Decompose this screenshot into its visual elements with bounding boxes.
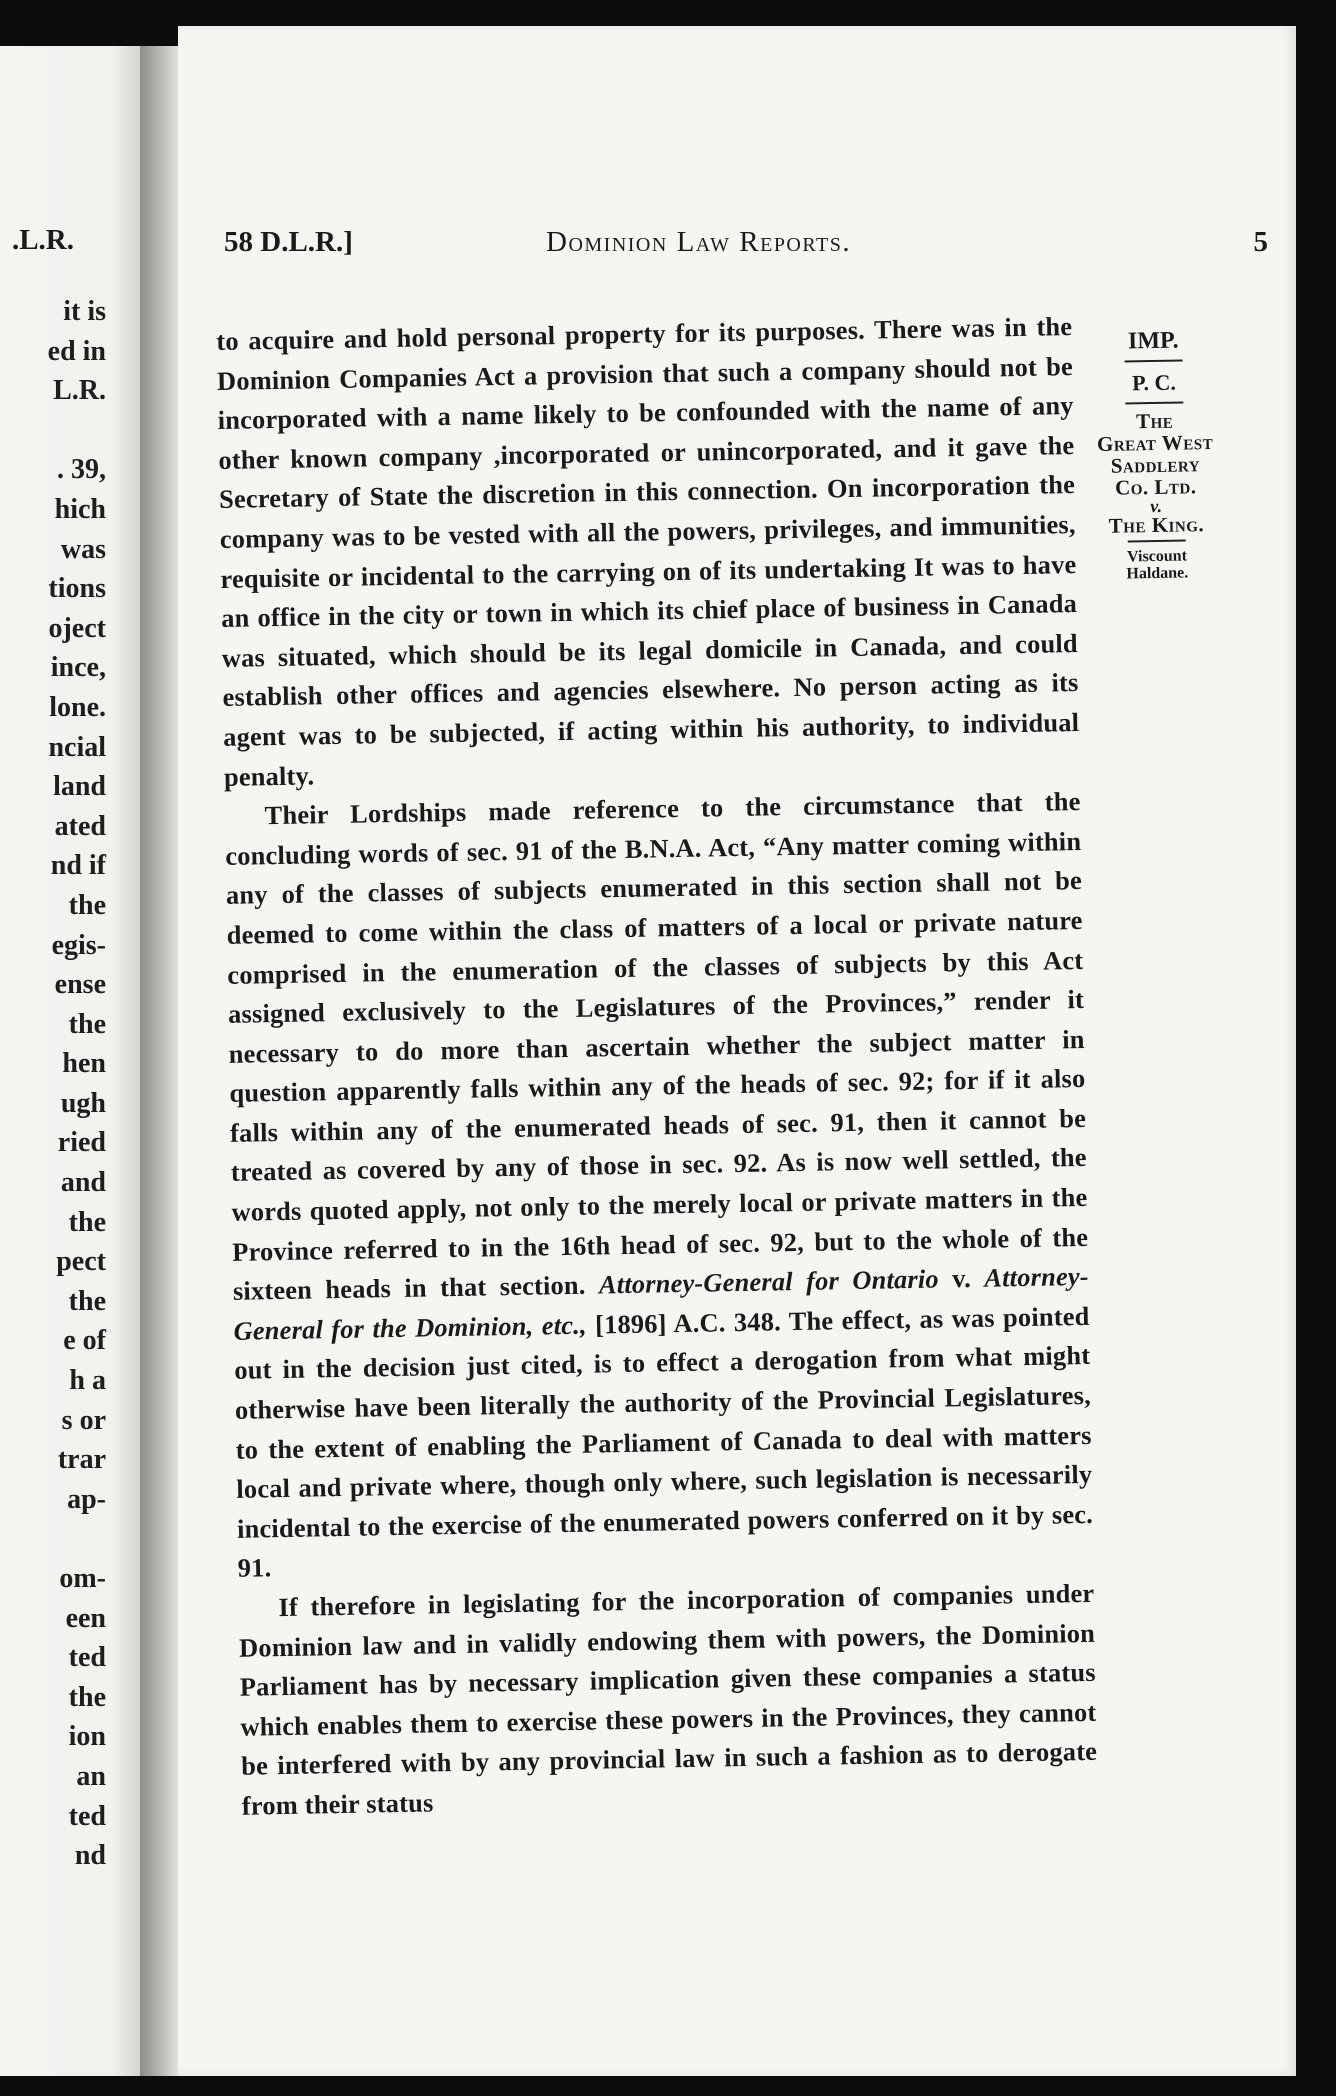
left-page-line-fragment: L.R.	[53, 375, 106, 407]
judge-line-2: Haldane.	[1126, 564, 1189, 583]
judge-line-1: Viscount	[1126, 547, 1188, 566]
page-number: 5	[1253, 226, 1268, 258]
left-page-line-fragment: ted	[68, 1800, 106, 1832]
paragraph-2-text-b: [1896] A.C. 348. The effect, as was pointed out in the decision just cited, is to effect a derogation from what might otherwise have been literally the authority of the Provincial Legislatures, to the extent of enabling the Parliament of Canada to deal with matters local and private where, though only where, such legislation is necessarily incidental to the exercise of the enumerated powers conferred on it by sec. 91.	[234, 1300, 1094, 1584]
volume-reference: 58 D.L.R.]	[224, 226, 353, 258]
left-page-line-fragment: ugh	[60, 1087, 106, 1119]
margin-sidenote	[1078, 325, 1232, 584]
left-page-line-fragment: land	[53, 771, 106, 803]
versus: v.	[1150, 495, 1163, 517]
left-page-line-fragment: hich	[54, 493, 106, 525]
body-text	[216, 307, 1098, 1826]
left-page-line-fragment: trar	[57, 1444, 106, 1476]
left-page-line-fragment: it is	[63, 296, 106, 327]
left-page-line-fragment: oject	[48, 612, 106, 644]
party-2: The King.	[1108, 512, 1205, 538]
left-page-line-fragment: egis-	[51, 929, 106, 961]
left-page-running-head: .L.R.	[11, 224, 74, 256]
left-page-line-fragment: the	[68, 1008, 106, 1040]
left-page-line-fragment: was	[60, 533, 106, 565]
publication-title: Dominion Law Reports.	[546, 226, 852, 258]
left-page-line-fragment: the	[68, 889, 106, 921]
paragraph-2-text-a: Their Lordships made reference to the circumstance that the concluding words of sec. 91 of the B.N.A. Act, “Any matter coming within any of the classes of subjects enumerated in this section shall not be deemed to come within the class of matters of a local or private nature comprised in the enumeration of the classes of subjects by this Act assigned exclusively to the Legislatures of the Provinces,” render it necessary to do more than ascertain whether the subject matter in question apparently falls within any of the heads of sec. 92; for if it also falls within any of the enumerated heads of sec. 91, then it cannot be treated as covered by any of those in sec. 92. As is now well settled, the words quoted apply, not only to the merely local or private matters in the Province referred to in the 16th head of sec. 92, but to the whole of the sixteen heads in that section.	[225, 786, 1089, 1307]
left-page-line-fragment	[48, 411, 106, 451]
left-page-line-fragment: the	[68, 1285, 106, 1317]
left-page-line-fragment: tions	[48, 573, 106, 605]
paragraph-2	[224, 782, 1094, 1589]
left-page-line-fragment: . 39,	[57, 454, 106, 486]
left-page-line-fragment: pect	[56, 1246, 106, 1278]
left-page-line-fragment: ap-	[67, 1483, 106, 1515]
left-page-line-fragment: om-	[59, 1563, 106, 1594]
left-page-line-fragment: ried	[57, 1127, 106, 1159]
left-page-line-fragment: ense	[54, 969, 106, 1001]
left-page-line-fragment: an	[76, 1760, 106, 1792]
party-1-line-1: The	[1135, 408, 1174, 434]
party-1-line-2: Great West	[1096, 429, 1214, 456]
left-page-line-fragment: h a	[69, 1365, 106, 1397]
book-page	[178, 26, 1296, 2076]
sidenote-rule	[1125, 359, 1183, 362]
party-1-line-3: Saddlery	[1110, 452, 1201, 478]
party-1-line-4: Co. Ltd.	[1114, 474, 1197, 500]
left-page-line-fragment: s or	[61, 1404, 106, 1436]
left-facing-page	[0, 46, 160, 2076]
left-page-line-fragment: ated	[54, 810, 106, 842]
paragraph-3: If therefore in legislating for the incorporation of companies under Dominion law and in validly endowing them with powers, the Dominion Parliament has by necessary implication given these companies a status which enables them to exercise these powers in the Provinces, they cannot be interfered with by any provincial law in such a fashion as to derogate from their status	[238, 1577, 1098, 1821]
case-citation-party-1: Attorney-General for Ontario	[598, 1263, 940, 1300]
left-page-line-fragment: ed in	[47, 335, 106, 367]
sidenote-rule	[1128, 539, 1186, 542]
sidenote-rule	[1125, 401, 1183, 404]
left-page-line-fragment: the	[68, 1681, 106, 1713]
left-page-line-fragment	[48, 1519, 106, 1559]
left-page-line-fragment: lone.	[49, 691, 106, 723]
running-head	[224, 226, 1268, 266]
left-page-line-fragment: the	[68, 1206, 106, 1238]
court-division: P. C.	[1131, 369, 1177, 396]
left-page-line-fragment: ted	[68, 1642, 106, 1674]
paragraph-1: to acquire and hold personal property for its purposes. There was in the Dominion Companies Act a provision that such a company should not be incorporated with a name likely to be confounded with the name of any other known company ,incorporated or unincorporated, and it gave the Secretary of State the discretion in this connection. On incorporation the company was to be vested with all the powers, privileges, and immunities, requisite or incidental to the carrying on of its undertaking It was to have an office in the city or town in which its chief place of business in Canada was situated, which should be its legal domicile in Canada, and could establish other offices and agencies elsewhere. No person acting as its agent was to be subjected, if acting within his authority, to individual penalty.	[216, 311, 1080, 792]
left-page-line-fragment: ince,	[50, 652, 106, 684]
left-page-line-fragment: een	[65, 1602, 106, 1634]
case-citation-versus: v.	[951, 1263, 972, 1294]
left-page-text-fragments	[48, 292, 106, 1876]
court-label: IMP.	[1127, 327, 1179, 355]
left-page-line-fragment: e of	[63, 1325, 106, 1357]
left-page-line-fragment: ion	[68, 1721, 106, 1753]
left-page-line-fragment: and	[60, 1167, 106, 1199]
left-page-line-fragment: nd	[74, 1840, 106, 1872]
left-page-line-fragment: nd if	[50, 850, 106, 882]
left-page-line-fragment: hen	[62, 1048, 106, 1080]
left-page-line-fragment: ncial	[48, 731, 106, 763]
case-citation-party-2: Attorney-General for the Dominion, etc.,	[233, 1261, 1090, 1346]
